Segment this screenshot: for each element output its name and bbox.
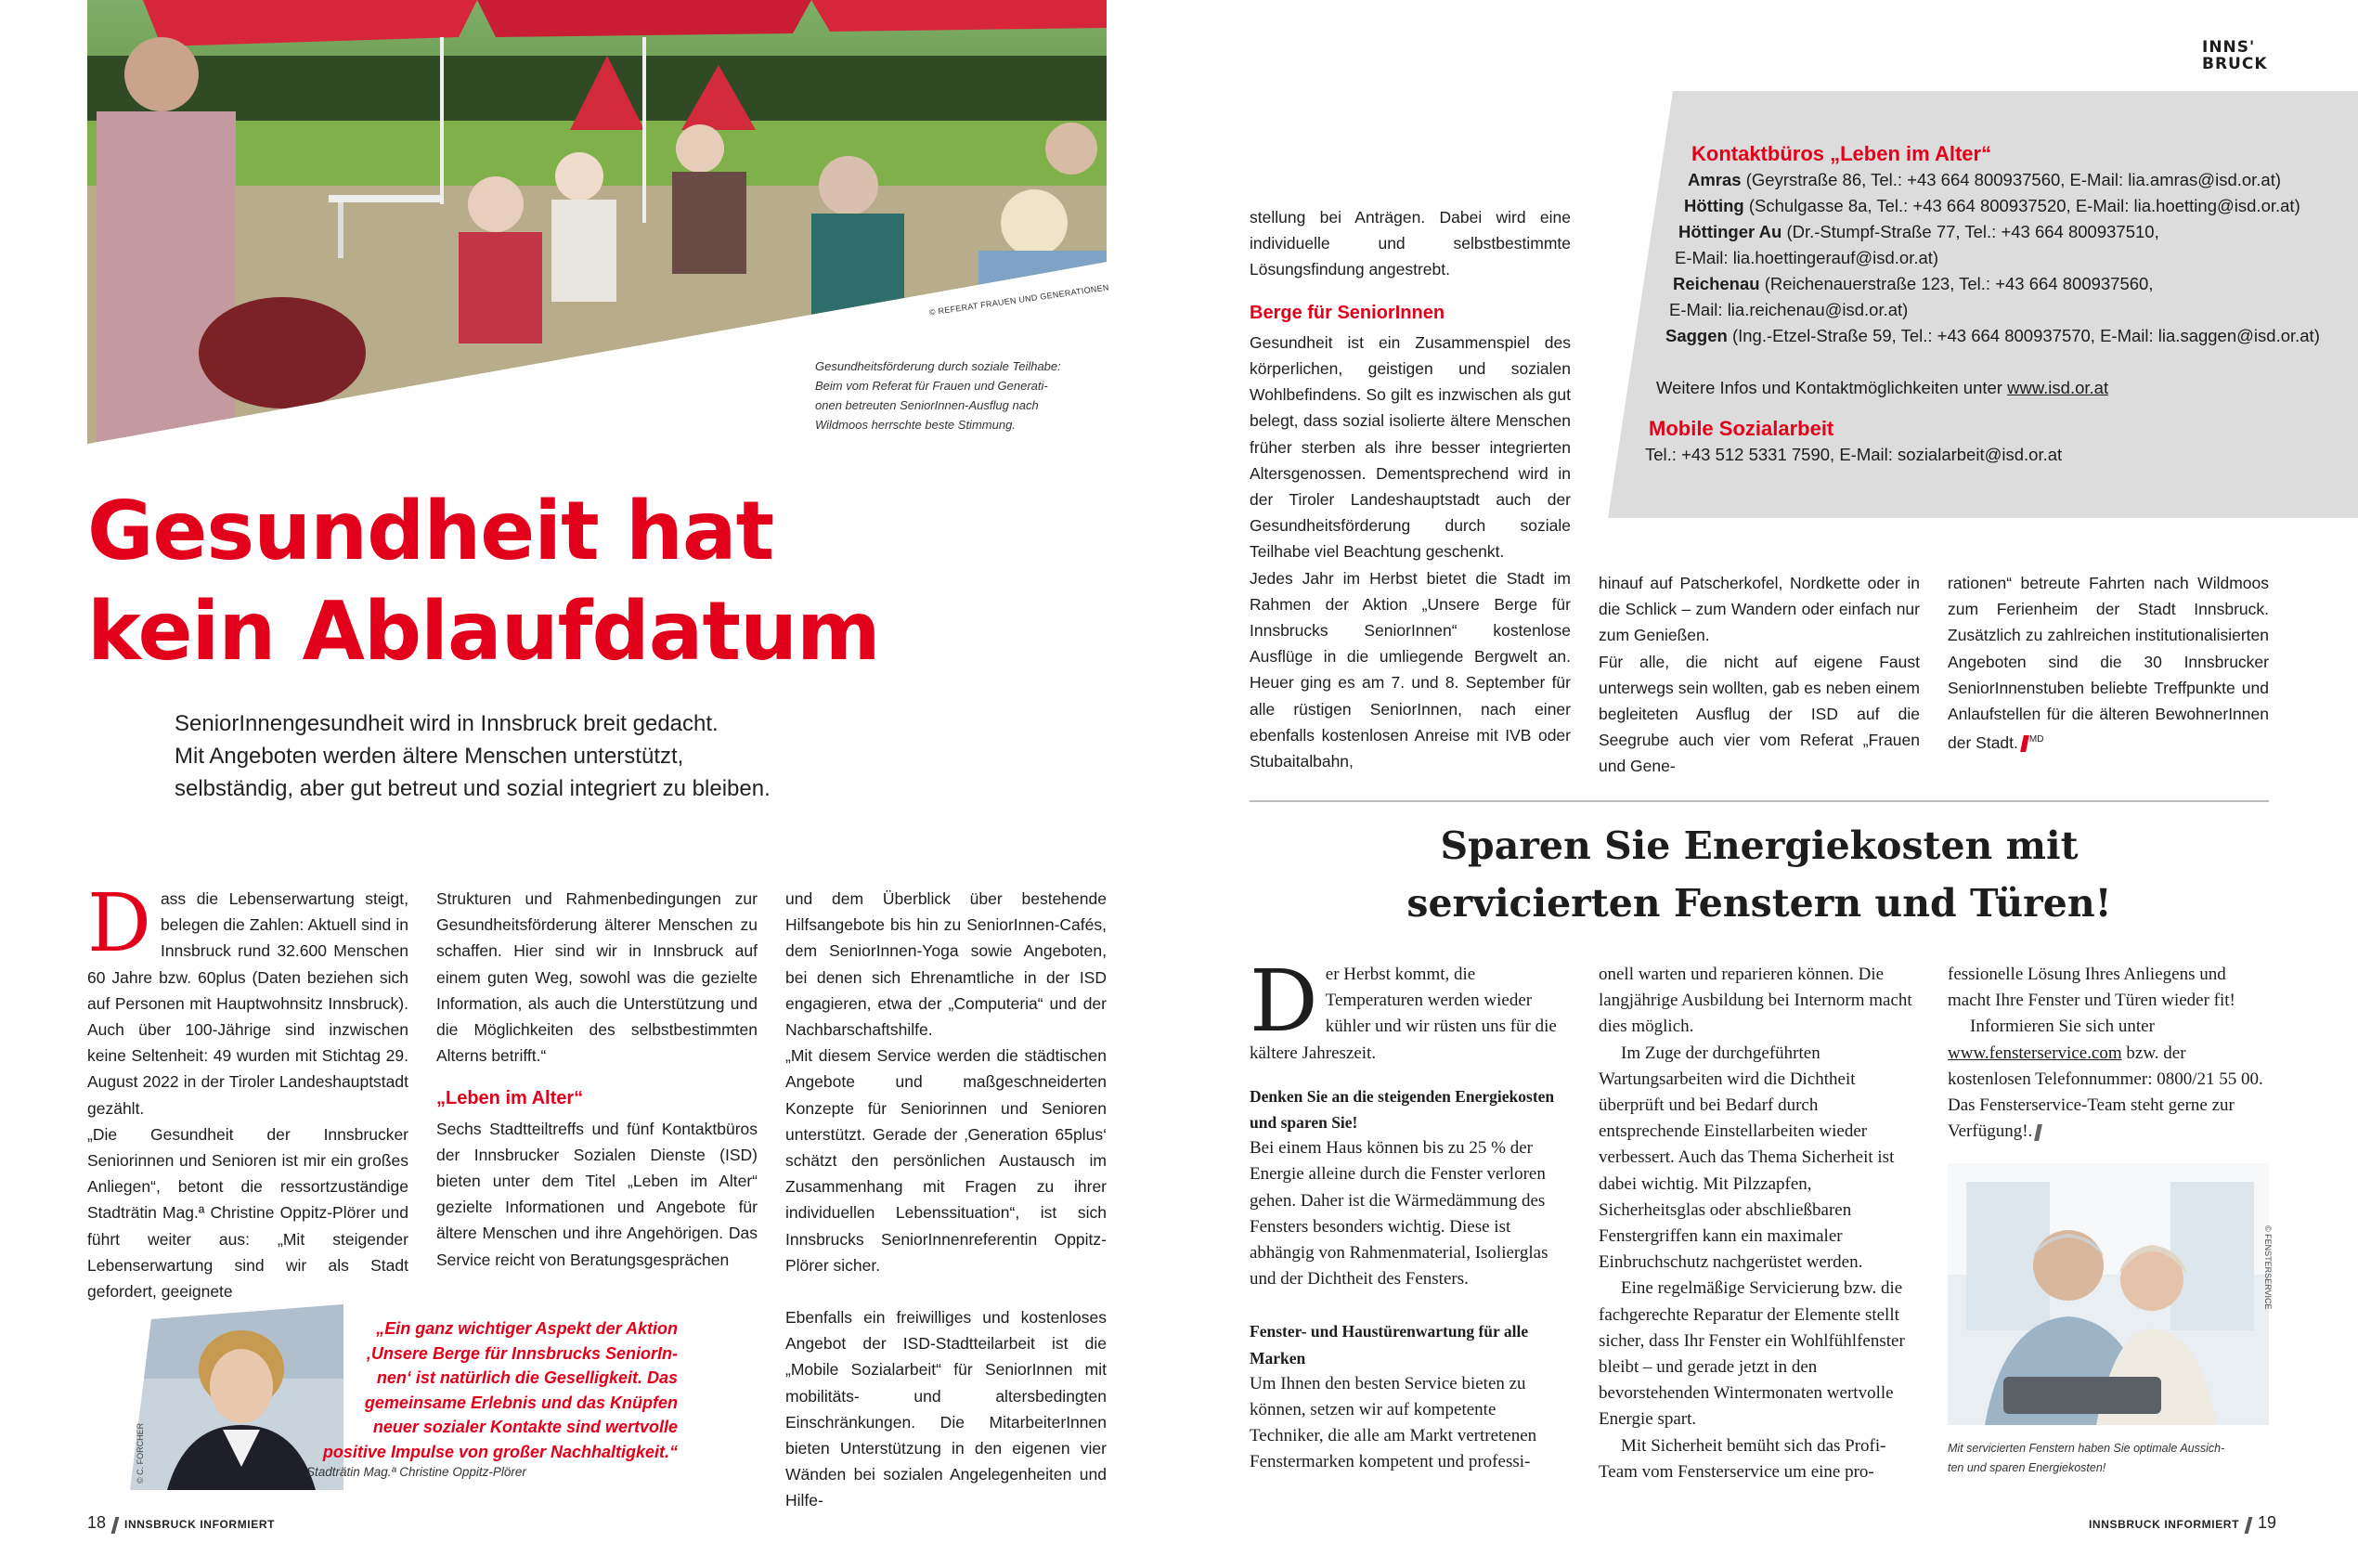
caption-line: ten und sparen Energiekosten! <box>1948 1461 2106 1474</box>
ad-column-1 <box>1250 952 1571 1476</box>
article-column-6 <box>1948 570 2269 756</box>
headline-line: kein Ablaufdatum <box>87 584 880 679</box>
article-paragraph <box>87 877 408 1121</box>
caption-line: Beim vom Referat für Frauen und Generati- <box>815 379 1048 393</box>
ad-paragraph: onell warten und reparieren können. Die langjährige Ausbildung bei Internorm macht dies möglich. <box>1599 965 1912 1037</box>
contact-info <box>1643 141 2349 468</box>
caption-line: Gesundheitsförderung durch soziale Teilhabe: <box>815 359 1061 373</box>
ad-headline <box>1250 817 2269 932</box>
drop-cap: D <box>87 877 151 970</box>
article-paragraph: hinauf auf Patscherkofel, Nordkette oder in die Schlick – zum Wandern oder einfach nur zum Genießen. <box>1599 574 1920 645</box>
contact-line <box>1665 323 2349 349</box>
paragraph-text: bzw. der kostenlosen Telefonnummer: 0800/21 55 00. Das Fensterservice-Team steht gerne zur Verfügung!. <box>1948 1043 2263 1142</box>
quote-line: gemeinsame Erlebnis und das Knüpfen <box>364 1393 678 1412</box>
article-paragraph: stellung bei Anträgen. Dabei wird eine individuelle und selbstbestimmte Lösungsfindung angestrebt. <box>1250 208 1571 279</box>
office-name: Amras <box>1688 170 1742 189</box>
page-number: 19 <box>2258 1513 2277 1532</box>
more-info-text: Weitere Infos und Kontaktmöglichkeiten unter <box>1656 378 2008 397</box>
article-paragraph: Gesundheit ist ein Zusammenspiel des körperlichen, geistigen und sozialen Wohlbefindens. So gilt es inzwischen als gut belegt, dass sozial isolierte ältere Menschen früher sterben als ihre besser integrierten Altersgenossen. Dementsprechend wird in der Tiroler Landeshauptstadt auch der Gesundheitsförderung durch soziale Teilhabe viel Beachtung geschenkt. <box>1250 332 1571 562</box>
paragraph-text: er Herbst kommt, die Temperaturen werden wieder kühler und wir rüsten uns für die kältere Jahreszeit. <box>1250 965 1557 1063</box>
lead-line: Mit Angeboten werden ältere Menschen unterstützt, <box>175 744 684 769</box>
article-paragraph: Jedes Jahr im Herbst bietet die Stadt im Rahmen der Aktion „Unsere Berge für Innsbrucks SeniorInnen“ kostenlose Ausflüge in die umliegende Bergwelt an. Heuer ging es am 7. und 8. September für alle rüstigen SeniorInnen, nach einer ebenfalls kostenlosen Anreise mit IVB oder Stubaitalbahn, <box>1250 568 1571 771</box>
article-paragraph: Für alle, die nicht auf eigene Faust unterwegs sein wollten, gab es neben einem begleiteten Ausflug der ISD auf die Seegrube auch vier vom Referat „Frauen und Gene- <box>1599 652 1920 776</box>
ad-paragraph <box>1250 952 1571 1067</box>
subheading-leben-im-alter: „Leben im Alter“ <box>436 1088 584 1109</box>
portrait-credit: © C. FORCHER <box>136 1422 145 1484</box>
ad-photo-caption <box>1948 1439 2269 1478</box>
contact-line <box>1684 193 2349 219</box>
quote-line: positive Impulse von großer Nachhaltigkeit.“ <box>322 1442 678 1461</box>
ad-paragraph: Im Zuge der durchgeführten Wartungsarbeiten wird die Dichtheit überprüft und bei Bedarf durch entsprechende Einstellarbeiten wieder verbessert. Auch das Thema Sicherheit ist dabei wichtig. Mit Pilzzapfen, Sicherheitsglas oder abschließbaren Fenstergriffen kann ein maximaler Einbruchschutz nachgerüstet werden. <box>1599 1043 1895 1273</box>
article-paragraph <box>1948 570 2269 756</box>
ad-drop-cap: D <box>1250 952 1318 1051</box>
footer-slash <box>2245 1517 2253 1534</box>
footer-slash <box>111 1517 120 1534</box>
office-name: Hötting <box>1684 196 1744 215</box>
logo-line: INNS' <box>2202 38 2256 57</box>
quote-line: neuer sozialer Kontakte sind wertvolle <box>372 1418 678 1436</box>
ad-paragraph: fessionelle Lösung Ihres Anliegens und macht Ihre Fenster und Türen wieder fit! <box>1948 965 2235 1011</box>
section-divider <box>1250 800 2269 802</box>
fensterservice-link[interactable]: www.fensterservice.com <box>1948 1043 2122 1063</box>
footer-title: INNSBRUCK INFORMIERT <box>124 1518 276 1531</box>
lead-line: selbständig, aber gut betreut und sozial integriert zu bleiben. <box>175 776 771 801</box>
article-lead <box>175 707 843 805</box>
quote-line: nen‘ ist natürlich die Geselligkeit. Das <box>376 1368 678 1387</box>
ad-paragraph: Mit Sicherheit bemüht sich das Profi-Team vom Fensterservice um eine pro- <box>1599 1435 1886 1482</box>
article-column-4 <box>1250 204 1571 774</box>
article-paragraph: „Mit diesem Service werden die städtischen Angebote und maßgeschneiderten Konzepte für Seniorinnen und Senioren unterstützt. Gerade der ‚Generation 65plus‘ schätzt den persönlichen Austausch im Zusammenhang mit Fragen zu ihrer individuellen Lebenssituation“, ist sich Innsbrucks SeniorInnenreferentin Oppitz-Plörer sicher. <box>785 1046 1107 1275</box>
ad-subheading: Fenster- und Haustürenwartung für alle Marken <box>1250 1322 1529 1367</box>
pull-quote <box>306 1316 678 1464</box>
ad-headline-line: servicierten Fenstern und Türen! <box>1406 881 2112 926</box>
quote-line: „Ein ganz wichtiger Aspekt der Aktion <box>376 1319 678 1338</box>
more-info-line <box>1656 375 2349 401</box>
office-details: E-Mail: lia.hoettingerauf@isd.or.at) <box>1675 248 1939 267</box>
ad-paragraph: Eine regelmäßige Servicierung bzw. die fachgerechte Reparatur der Elemente stellt sicher, dass Ihr Fenster ein Wohlfühlfenster bleibt – und gerade jetzt in den bevorstehenden Wintermonaten wertvolle Energie spart. <box>1599 1278 1905 1430</box>
lead-line: SeniorInnengesundheit wird in Innsbruck breit gedacht. <box>175 711 719 736</box>
ad-paragraph: Um Ihnen den besten Service bieten zu können, setzen wir auf kompetente Techniker, die alle am Markt vertretenen Fenstermarken kompetent und professi- <box>1250 1373 1537 1472</box>
page-number: 18 <box>87 1513 107 1532</box>
ad-headline-line: Sparen Sie Energiekosten mit <box>1440 823 2079 868</box>
caption-line: Wildmoos herrschte beste Stimmung. <box>815 418 1016 432</box>
contact-line <box>1688 167 2349 193</box>
ad-paragraph <box>1948 1014 2269 1145</box>
ad-photo-credit: © FENSTERSERVICE <box>2263 1225 2273 1310</box>
office-name: Reichenau <box>1673 274 1760 293</box>
couple-photo-illustration <box>1948 1163 2269 1425</box>
contact-line <box>1669 297 2349 323</box>
couple-photo <box>1948 1163 2269 1425</box>
office-details: E-Mail: lia.reichenau@isd.or.at) <box>1669 300 1909 319</box>
isd-link[interactable]: www.isd.or.at <box>2007 378 2109 397</box>
subheading-berge: Berge für SeniorInnen <box>1250 302 1445 323</box>
article-column-2 <box>436 886 758 1273</box>
article-paragraph: Strukturen und Rahmenbedingungen zur Gesundheitsförderung älterer Menschen zu schaffen. Hier sind wir in Innsbruck auf einem guten Weg, sowohl was die gezielte Information, als auch die Unterstützung und die Möglichkeiten des selbstbestimmten Alterns betrifft.“ <box>436 889 758 1066</box>
caption-line: onen betreuten SeniorInnen-Ausflug nach <box>815 398 1039 412</box>
office-name: Saggen <box>1665 326 1728 345</box>
article-paragraph: und dem Überblick über bestehende Hilfsangebote bis hin zu SeniorInnen-Cafés, dem SeniorInnen-Yoga sowie Angeboten, bei denen sich Ehrenamtliche in der ISD engagieren, etwa der „Computeria“ und der Nachbarschaftshilfe. <box>785 889 1107 1040</box>
article-paragraph: „Die Gesundheit der Innsbrucker Seniorinnen und Senioren ist mir ein großes Anliegen“, betont die ressortzuständige Stadträtin Mag.ª Christine Oppitz-Plörer und führt weiter aus: „Mit steigender Lebenserwartung sind wir als Stadt gefordert, geeignete <box>87 1124 408 1302</box>
contact-line <box>1675 245 2349 271</box>
end-mark <box>2020 735 2029 752</box>
footer-title: INNSBRUCK INFORMIERT <box>2089 1518 2239 1531</box>
footer-left <box>87 1513 275 1534</box>
ad-paragraph: Bei einem Haus können bis zu 25 % der Energie alleine durch die Fenster verloren gehen. Daher ist die Wärmedämmung des Fensters besonders wichtig. Diese ist abhängig von Rahmenmaterial, Isolierglas und der Dichtheit des Fensters. <box>1250 1138 1548 1289</box>
article-headline <box>87 481 880 681</box>
footer-right <box>2089 1513 2276 1534</box>
ad-column-2 <box>1599 962 1920 1485</box>
paragraph-text: ass die Lebenserwartung steigt, belegen die Zahlen: Aktuell sind in Innsbruck rund 32.600 Menschen 60 Jahre bzw. 60plus (Daten beziehen sich auf Personen mit Hauptwohnsitz Innsbruck). Auch über 100-Jährige sind inzwischen keine Seltenheit: 49 wurden mit Stichtag 29. August 2022 in der Tiroler Landeshauptstadt gezählt. <box>87 889 408 1118</box>
article-column-1 <box>87 877 408 1304</box>
quote-line: ‚Unsere Berge für Innsbrucks SeniorIn- <box>366 1343 678 1363</box>
contact-line <box>1678 219 2349 245</box>
contact-line <box>1673 271 2349 297</box>
office-details: (Ing.-Etzel-Straße 59, Tel.: +43 664 800937570, E-Mail: lia.saggen@isd.or.at) <box>1727 326 2320 345</box>
innsbruck-logo <box>2202 39 2268 72</box>
author-sign: MD <box>2028 734 2044 745</box>
paragraph-text: rationen“ betreute Fahrten nach Wildmoos zum Ferienheim der Stadt Innsbruck. Zusätzlich zu zahlreichen institutionalisierten Angeboten sind die 30 Innsbrucker SeniorInnenstuben beliebte Treffpunkte und Anlaufstellen für die älteren BewohnerInnen der Stadt. <box>1948 574 2269 753</box>
office-details: (Geyrstraße 86, Tel.: +43 664 800937560, E-Mail: lia.amras@isd.or.at) <box>1741 170 2282 189</box>
photo-credit: © REFERAT FRAUEN UND GENERATIONEN <box>928 282 1110 317</box>
end-mark <box>2034 1124 2042 1141</box>
article-column-5 <box>1599 570 1920 780</box>
mobile-line: Tel.: +43 512 5331 7590, E-Mail: sozialarbeit@isd.or.at <box>1645 445 2063 464</box>
headline-line: Gesundheit hat <box>87 484 774 578</box>
photo-caption <box>815 356 1112 434</box>
contact-title: Kontaktbüros „Leben im Alter“ <box>1691 142 1992 165</box>
office-name: Höttinger Au <box>1678 222 1782 241</box>
office-details: (Reichenauerstraße 123, Tel.: +43 664 800937560, <box>1759 274 2154 293</box>
quote-author: Stadträtin Mag.ª Christine Oppitz-Plörer <box>306 1465 526 1479</box>
article-paragraph: Sechs Stadtteiltreffs und fünf Kontaktbüros der Innsbrucker Sozialen Dienste (ISD) bieten unter dem Titel „Leben im Alter“ gezielte Informationen und Angebote für ältere Menschen und ihre Angehörigen. Das Service reicht von Beratungsgesprächen <box>436 1119 758 1269</box>
logo-line: BRUCK <box>2202 55 2268 73</box>
article-paragraph: Ebenfalls ein freiwilliges und kostenloses Angebot der ISD-Stadtteilarbeit ist die „Mobile Sozialarbeit“ für SeniorInnen mit mobilitäts- und altersbedingten Einschränkungen. Die MitarbeiterInnen bieten Unterstützung in den eigenen vier Wänden bei sozialen Angelegenheiten und Hilfe- <box>785 1308 1107 1510</box>
office-details: (Dr.-Stumpf-Straße 77, Tel.: +43 664 800937510, <box>1781 222 2159 241</box>
caption-line: Mit servicierten Fenstern haben Sie optimale Aussich- <box>1948 1442 2225 1455</box>
mobile-title: Mobile Sozialarbeit <box>1649 417 1834 440</box>
ad-subheading: Denken Sie an die steigenden Energiekosten und sparen Sie! <box>1250 1086 1555 1133</box>
paragraph-text: Informieren Sie sich unter <box>1970 1017 2155 1037</box>
ad-column-3 <box>1948 962 2269 1145</box>
office-details: (Schulgasse 8a, Tel.: +43 664 800937520, E-Mail: lia.hoetting@isd.or.at) <box>1743 196 2300 215</box>
article-column-3 <box>785 886 1107 1514</box>
